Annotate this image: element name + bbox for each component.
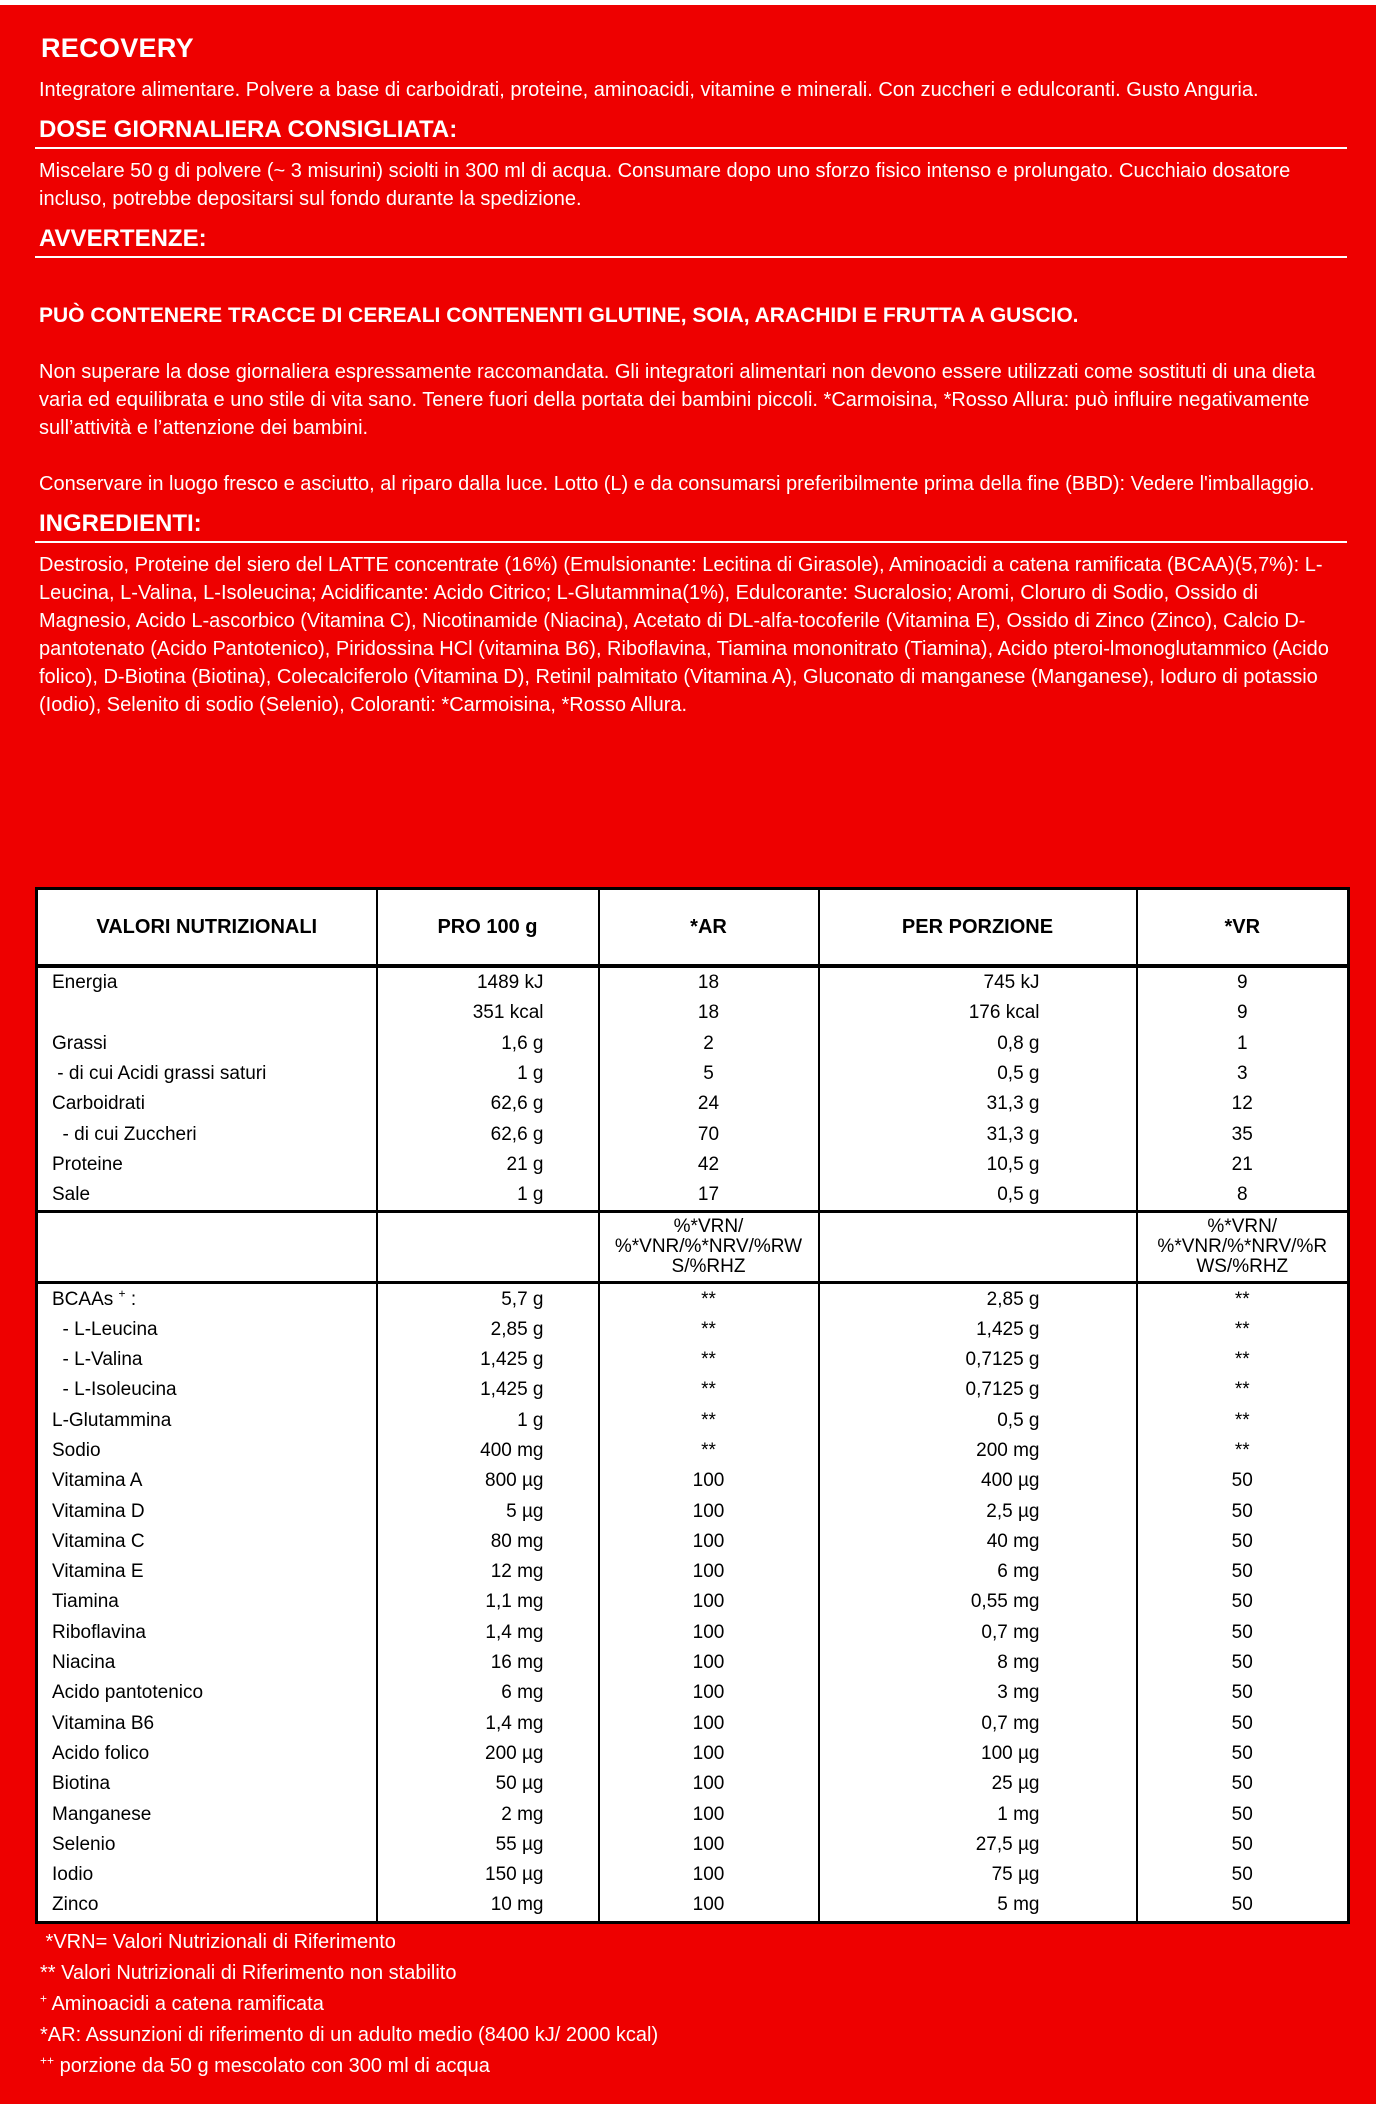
per-portion-cell: 5 mg <box>819 1890 1137 1922</box>
vr-cell: ** <box>1137 1375 1349 1405</box>
nutrient-name: Zinco <box>37 1890 377 1922</box>
nutrient-name: Sodio <box>37 1436 377 1466</box>
footnote-portion-text: porzione da 50 g mescolato con 300 ml di acqua <box>54 2055 490 2077</box>
per-100g-cell: 5,7 g <box>377 1283 599 1315</box>
storage-text: Conservare in luogo fresco e asciutto, al riparo dalla luce. Lotto (L) e da consumarsi preferibilmente prima della fine (BBD): Vedere l'imballaggio. <box>39 473 1315 495</box>
footnote-not-set: ** Valori Nutrizionali di Riferimento non stabilito <box>40 1962 457 1984</box>
ar-cell: 100 <box>599 1890 819 1922</box>
vr-cell: 50 <box>1137 1799 1349 1829</box>
table-row <box>37 1315 1349 1345</box>
vr-cell: 50 <box>1137 1466 1349 1496</box>
ar-cell: 18 <box>599 998 819 1028</box>
per-100g-cell: 10 mg <box>377 1890 599 1922</box>
vr-cell: ** <box>1137 1315 1349 1345</box>
per-100g-cell: 400 mg <box>377 1436 599 1466</box>
ar-cell: 18 <box>599 966 819 998</box>
nutrient-name: - di cui Acidi grassi saturi <box>37 1059 377 1089</box>
ar-cell: 42 <box>599 1150 819 1180</box>
vrn-vr-label: %*VRN/ %*VNR/%*NRV/%R WS/%RHZ <box>1137 1212 1349 1283</box>
per-100g-cell: 16 mg <box>377 1648 599 1678</box>
per-100g-cell: 1,6 g <box>377 1029 599 1059</box>
per-portion-cell: 0,5 g <box>819 1406 1137 1436</box>
bcaa-superscript: + <box>118 1286 126 1301</box>
label-text <box>35 33 1347 719</box>
vr-cell: ** <box>1137 1406 1349 1436</box>
per-portion-cell: 2,85 g <box>819 1283 1137 1315</box>
ar-cell: ** <box>599 1436 819 1466</box>
bcaa-colon: : <box>125 1288 137 1310</box>
per-100g-cell: 21 g <box>377 1150 599 1180</box>
per-portion-cell: 0,7 mg <box>819 1709 1137 1739</box>
per-100g-cell: 2,85 g <box>377 1315 599 1345</box>
footnote-bcaa-text: Aminoacidi a catena ramificata <box>47 1993 324 2015</box>
ar-cell: 100 <box>599 1830 819 1860</box>
ar-cell: 24 <box>599 1089 819 1119</box>
nutrient-name: Biotina <box>37 1769 377 1799</box>
vr-cell: ** <box>1137 1436 1349 1466</box>
vrn-header-row <box>37 1212 1349 1283</box>
ar-cell: 100 <box>599 1860 819 1890</box>
allergen-warning: PUÒ CONTENERE TRACCE DI CEREALI CONTENENTI GLUTINE, SOIA, ARACHIDI E FRUTTA A GUSCIO. <box>39 304 1079 327</box>
nutrient-name: Vitamina D <box>37 1496 377 1526</box>
nutrient-name: Manganese <box>37 1799 377 1829</box>
vr-cell: 50 <box>1137 1618 1349 1648</box>
column-header: PRO 100 g <box>377 889 599 967</box>
ar-cell: 100 <box>599 1648 819 1678</box>
table-row <box>37 998 1349 1028</box>
dose-text: Miscelare 50 g di polvere (~ 3 misurini) sciolti in 300 ml di acqua. Consumare dopo uno sforzo fisico intenso e prolungato. Cucchiaio dosatore incluso, potrebbe depositarsi sul fondo durante la spedizione. <box>39 160 1291 210</box>
table-row <box>37 1436 1349 1466</box>
vr-cell: 50 <box>1137 1739 1349 1769</box>
table-row <box>37 1150 1349 1180</box>
ar-cell: 100 <box>599 1496 819 1526</box>
per-100g-cell: 50 µg <box>377 1769 599 1799</box>
nutrient-name: Sale <box>37 1180 377 1212</box>
per-portion-cell: 3 mg <box>819 1678 1137 1708</box>
per-portion-cell: 0,5 g <box>819 1180 1137 1212</box>
per-100g-cell: 55 µg <box>377 1830 599 1860</box>
per-100g-cell: 62,6 g <box>377 1089 599 1119</box>
per-100g-cell: 800 µg <box>377 1466 599 1496</box>
nutrient-name: Vitamina A <box>37 1466 377 1496</box>
footnotes <box>40 1927 658 2082</box>
per-portion-cell: 6 mg <box>819 1557 1137 1587</box>
ar-cell: ** <box>599 1345 819 1375</box>
table-row <box>37 1709 1349 1739</box>
column-header: PER PORZIONE <box>819 889 1137 967</box>
per-portion-cell: 200 mg <box>819 1436 1137 1466</box>
nutrient-name: Tiamina <box>37 1587 377 1617</box>
footnote-superscript: ++ <box>40 2053 55 2068</box>
table-row <box>37 966 1349 998</box>
vr-cell: 9 <box>1137 966 1349 998</box>
nutrient-name: Vitamina E <box>37 1557 377 1587</box>
footnote-bcaa <box>40 1989 658 2020</box>
table-row <box>37 1496 1349 1526</box>
table-row <box>37 1587 1349 1617</box>
nutrient-name: Iodio <box>37 1860 377 1890</box>
per-portion-cell: 31,3 g <box>819 1089 1137 1119</box>
per-100g-cell: 6 mg <box>377 1678 599 1708</box>
per-100g-cell: 80 mg <box>377 1527 599 1557</box>
table-cell <box>377 1212 599 1283</box>
ar-cell: 100 <box>599 1527 819 1557</box>
vr-cell: 50 <box>1137 1587 1349 1617</box>
table-header-row <box>37 889 1349 967</box>
nutrient-name: Acido pantotenico <box>37 1678 377 1708</box>
per-portion-cell: 1 mg <box>819 1799 1137 1829</box>
per-100g-cell: 5 µg <box>377 1496 599 1526</box>
per-100g-cell: 12 mg <box>377 1557 599 1587</box>
ar-cell: 100 <box>599 1799 819 1829</box>
per-portion-cell: 25 µg <box>819 1769 1137 1799</box>
nutrient-name: Grassi <box>37 1029 377 1059</box>
ingredients-heading: INGREDIENTI: <box>35 510 1347 543</box>
vr-cell: 12 <box>1137 1089 1349 1119</box>
table-cell <box>37 1212 377 1283</box>
vr-cell: 50 <box>1137 1860 1349 1890</box>
nutrient-name: L-Glutammina <box>37 1406 377 1436</box>
nutrient-name: Niacina <box>37 1648 377 1678</box>
table-row <box>37 1283 1349 1315</box>
table-row <box>37 1799 1349 1829</box>
nutrient-name: Proteine <box>37 1150 377 1180</box>
ar-cell: ** <box>599 1406 819 1436</box>
vr-cell: ** <box>1137 1283 1349 1315</box>
ar-cell: 100 <box>599 1709 819 1739</box>
per-portion-cell: 27,5 µg <box>819 1830 1137 1860</box>
footnote-portion <box>40 2051 658 2082</box>
ar-cell: ** <box>599 1283 819 1315</box>
nutrient-name: Selenio <box>37 1830 377 1860</box>
per-portion-cell: 1,425 g <box>819 1315 1137 1345</box>
product-title: RECOVERY <box>41 33 194 63</box>
product-description: Integratore alimentare. Polvere a base di carboidrati, proteine, aminoacidi, vitamine e minerali. Con zuccheri e edulcoranti. Gusto Anguria. <box>39 79 1259 101</box>
ar-cell: 100 <box>599 1466 819 1496</box>
ar-cell: ** <box>599 1375 819 1405</box>
nutrition-table <box>35 887 1350 1924</box>
per-portion-cell: 2,5 µg <box>819 1496 1137 1526</box>
nutrient-name <box>37 998 377 1028</box>
per-portion-cell: 31,3 g <box>819 1119 1137 1149</box>
table-row <box>37 1830 1349 1860</box>
nutrient-name: Acido folico <box>37 1739 377 1769</box>
per-100g-cell: 1 g <box>377 1406 599 1436</box>
vrn-ar-label: %*VRN/ %*VNR/%*NRV/%RW S/%RHZ <box>599 1212 819 1283</box>
vr-cell: 50 <box>1137 1496 1349 1526</box>
table-row <box>37 1557 1349 1587</box>
table-row <box>37 1089 1349 1119</box>
per-portion-cell: 8 mg <box>819 1648 1137 1678</box>
ar-cell: 100 <box>599 1678 819 1708</box>
nutrient-name: - L-Isoleucina <box>37 1375 377 1405</box>
vr-cell: 9 <box>1137 998 1349 1028</box>
table-row <box>37 1618 1349 1648</box>
table-row <box>37 1739 1349 1769</box>
per-100g-cell: 1,4 mg <box>377 1618 599 1648</box>
table-row <box>37 1890 1349 1922</box>
per-portion-cell: 745 kJ <box>819 966 1137 998</box>
column-header: VALORI NUTRIZIONALI <box>37 889 377 967</box>
vr-cell: 50 <box>1137 1890 1349 1922</box>
micros-section <box>37 1283 1349 1922</box>
per-100g-cell: 62,6 g <box>377 1119 599 1149</box>
nutrient-name: - L-Leucina <box>37 1315 377 1345</box>
vr-cell: 3 <box>1137 1059 1349 1089</box>
per-100g-cell: 200 µg <box>377 1739 599 1769</box>
table-row <box>37 1180 1349 1212</box>
bcaa-label: BCAAs <box>52 1288 114 1310</box>
vr-cell: ** <box>1137 1345 1349 1375</box>
per-100g-cell: 1,4 mg <box>377 1709 599 1739</box>
per-portion-cell: 0,8 g <box>819 1029 1137 1059</box>
table-row <box>37 1029 1349 1059</box>
per-portion-cell: 75 µg <box>819 1860 1137 1890</box>
per-portion-cell: 0,55 mg <box>819 1587 1137 1617</box>
vr-cell: 50 <box>1137 1648 1349 1678</box>
warnings-text: Non superare la dose giornaliera espressamente raccomandata. Gli integratori alimentari non devono essere utilizzati come sostituti di una dieta varia ed equilibrata e uno stile di vita sano. Tenere fuori della portata dei bambini piccoli. *Carmoisina, *Rosso Allura: può influire negativamente sull’attività e l’attenzione dei bambini. <box>39 361 1316 439</box>
vr-cell: 50 <box>1137 1527 1349 1557</box>
vr-cell: 35 <box>1137 1119 1349 1149</box>
nutrient-name <box>37 1283 377 1315</box>
column-header: *AR <box>599 889 819 967</box>
vr-cell: 8 <box>1137 1180 1349 1212</box>
ar-cell: 100 <box>599 1618 819 1648</box>
table-row <box>37 1406 1349 1436</box>
table-row <box>37 1648 1349 1678</box>
table-row <box>37 1769 1349 1799</box>
ar-cell: 70 <box>599 1119 819 1149</box>
vr-cell: 21 <box>1137 1150 1349 1180</box>
per-portion-cell: 40 mg <box>819 1527 1137 1557</box>
dose-heading: DOSE GIORNALIERA CONSIGLIATA: <box>35 116 1347 149</box>
table-cell <box>819 1212 1137 1283</box>
table-row <box>37 1059 1349 1089</box>
nutrient-name: - di cui Zuccheri <box>37 1119 377 1149</box>
per-100g-cell: 1,425 g <box>377 1375 599 1405</box>
macros-section <box>37 966 1349 1212</box>
ar-cell: 100 <box>599 1587 819 1617</box>
footnote-ar: *AR: Assunzioni di riferimento di un adulto medio (8400 kJ/ 2000 kcal) <box>40 2024 659 2046</box>
per-100g-cell: 351 kcal <box>377 998 599 1028</box>
per-portion-cell: 0,7125 g <box>819 1375 1137 1405</box>
vr-cell: 50 <box>1137 1678 1349 1708</box>
per-portion-cell: 400 µg <box>819 1466 1137 1496</box>
nutrient-name: Riboflavina <box>37 1618 377 1648</box>
ar-cell: 100 <box>599 1557 819 1587</box>
per-portion-cell: 10,5 g <box>819 1150 1137 1180</box>
ar-cell: 100 <box>599 1769 819 1799</box>
ar-cell: 100 <box>599 1739 819 1769</box>
vr-cell: 50 <box>1137 1769 1349 1799</box>
warnings-heading: AVVERTENZE: <box>35 225 1347 258</box>
nutrient-name: - L-Valina <box>37 1345 377 1375</box>
table-row <box>37 1345 1349 1375</box>
nutrient-name: Vitamina B6 <box>37 1709 377 1739</box>
vrn-header-section <box>37 1212 1349 1283</box>
vr-cell: 50 <box>1137 1709 1349 1739</box>
ingredients-text: Destrosio, Proteine del siero del LATTE concentrate (16%) (Emulsionante: Lecitina di Girasole), Aminoacidi a catena ramificata (BCAA)(5,7%): L-Leucina, L-Valina, L-Isoleucina; Acidificante: Acido Citrico; L-Glutammina(1%), Edulcorante: Sucralosio; Aromi, Cloruro di Sodio, Ossido di Magnesio, Acido L-ascorbico (Vitamina C), Nicotinamide (Niacina), Acetato di DL-alfa-tocoferile (Vitamina E), Ossido di Zinco (Zinco), Calcio D-pantotenato (Acido Pantotenico), Piridossina HCl (vitamina B6), Riboflavina, Tiamina mononitrato (Tiamina), Acido pteroi-lmonoglutammico (Acido folico), D-Biotina (Biotina), Colecalciferolo (Vitamina D), Retinil palmitato (Vitamina A), Gluconato di manganese (Manganese), Ioduro di potassio (Iodio), Selenito di sodio (Selenio), Coloranti: *Carmoisina, *Rosso Allura. <box>39 554 1329 716</box>
footnote-vrn: *VRN= Valori Nutrizionali di Riferimento <box>40 1931 396 1953</box>
per-portion-cell: 100 µg <box>819 1739 1137 1769</box>
per-100g-cell: 2 mg <box>377 1799 599 1829</box>
per-portion-cell: 176 kcal <box>819 998 1137 1028</box>
per-portion-cell: 0,7125 g <box>819 1345 1137 1375</box>
vr-cell: 1 <box>1137 1029 1349 1059</box>
ar-cell: ** <box>599 1315 819 1345</box>
per-portion-cell: 0,7 mg <box>819 1618 1137 1648</box>
label-sheet <box>0 5 1376 2104</box>
nutrient-name: Carboidrati <box>37 1089 377 1119</box>
ar-cell: 2 <box>599 1029 819 1059</box>
footnote-superscript: + <box>40 1991 48 2006</box>
per-100g-cell: 1489 kJ <box>377 966 599 998</box>
vr-cell: 50 <box>1137 1557 1349 1587</box>
per-100g-cell: 1,425 g <box>377 1345 599 1375</box>
per-100g-cell: 150 µg <box>377 1860 599 1890</box>
nutrient-name: Vitamina C <box>37 1527 377 1557</box>
vr-cell: 50 <box>1137 1830 1349 1860</box>
ar-cell: 17 <box>599 1180 819 1212</box>
table-row <box>37 1678 1349 1708</box>
per-100g-cell: 1,1 mg <box>377 1587 599 1617</box>
per-portion-cell: 0,5 g <box>819 1059 1137 1089</box>
table-row <box>37 1527 1349 1557</box>
table-row <box>37 1119 1349 1149</box>
per-100g-cell: 1 g <box>377 1059 599 1089</box>
column-header: *VR <box>1137 889 1349 967</box>
table-row <box>37 1466 1349 1496</box>
ar-cell: 5 <box>599 1059 819 1089</box>
table-row <box>37 1375 1349 1405</box>
per-100g-cell: 1 g <box>377 1180 599 1212</box>
table-row <box>37 1860 1349 1890</box>
nutrient-name: Energia <box>37 966 377 998</box>
